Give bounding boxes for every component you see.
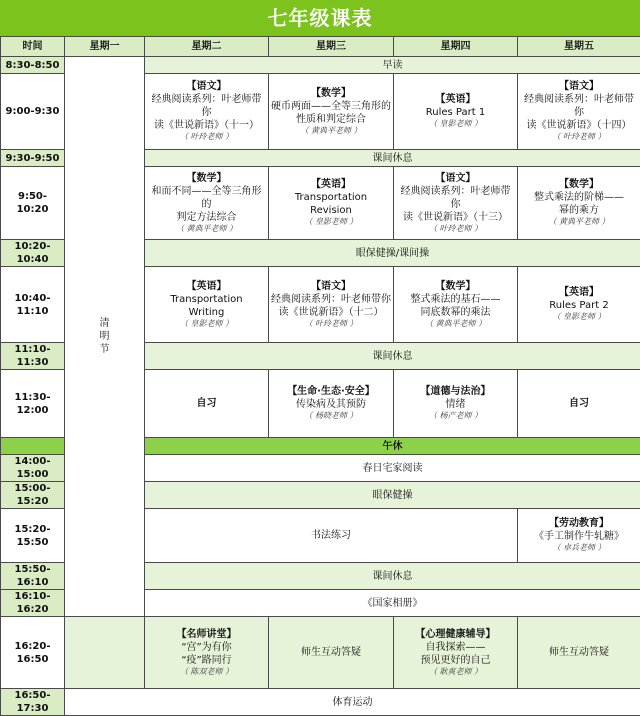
class-cell [145,74,269,150]
teacher-label: （ 皇影老师 ） [271,217,391,227]
header-friday: 星期五 [518,37,640,57]
subject-label: 【数学】 [396,280,515,293]
class-topic: 预见更好的自己 [396,654,515,667]
class-cell [394,167,518,240]
subject-label: 【数学】 [520,178,638,191]
teacher-label: （ 耿爽老师 ） [396,667,515,677]
class-cell [145,267,269,343]
time-cell: 10:20-10:40 [1,240,65,267]
time-cell: 8:30-8:50 [1,57,65,74]
teacher-label: （ 皇影老师 ） [147,319,266,329]
teacher-label: （ 黄典平老师 ） [520,217,638,227]
table-row [1,689,640,716]
subject-label: 【英语】 [396,93,515,106]
teacher-label: （ 卓兵老师 ） [520,543,638,553]
time-cell: 15:20-15:50 [1,509,65,563]
class-cell [269,370,394,438]
class-topic: Rules Part 1 [396,106,515,119]
teacher-label: （ 叶玲老师 ） [520,132,638,142]
time-cell: 11:30-12:00 [1,370,65,438]
subject-label: 【英语】 [147,280,266,293]
monday-holiday-cell [65,57,145,617]
header-thursday: 星期四 [394,37,518,57]
subject-label: 【数学】 [147,172,266,185]
class-topic: “宫”为有你 [147,641,266,654]
teacher-label: （ 黄典平老师 ） [147,224,266,234]
subject-label: 【语文】 [271,280,391,293]
teacher-label: （ 皇影老师 ） [396,119,515,129]
class-topic: “疫”路同行 [147,654,266,667]
teacher-label: （ 皇影老师 ） [520,312,638,322]
header-tuesday: 星期二 [145,37,269,57]
page-title: 七年级课表 [0,0,640,36]
band-cell: 早读 [145,57,640,74]
class-cell [394,267,518,343]
class-cell [269,267,394,343]
class-cell [394,370,518,438]
header-time: 时间 [1,37,65,57]
class-topic: 整式乘法的阶梯—— [520,191,638,204]
class-topic: 读《世说新语》（十四） [520,119,638,132]
header-wednesday: 星期三 [269,37,394,57]
subject-label: 【道德与法治】 [396,385,515,398]
teacher-label: （ 杨产老师 ） [396,411,515,421]
time-cell: 15:00-15:20 [1,482,65,509]
class-topic: 情绪 [396,398,515,411]
subject-label: 【生命·生态·安全】 [271,385,391,398]
teacher-label: （ 杨晓老师 ） [271,411,391,421]
teacher-label: （ 叶玲老师 ） [271,319,391,329]
class-cell: 自习 [518,370,640,438]
class-topic: 读《世说新语》（十二） [271,306,391,319]
table-row [1,57,640,74]
subject-label: 【数学】 [271,87,391,100]
class-topic: 判定方法综合 [147,211,266,224]
teacher-label: （ 陈双老师 ） [147,667,266,677]
subject-label: 【名师讲堂】 [147,628,266,641]
class-topic: 整式乘法的基石—— [396,293,515,306]
band-cell: 课间休息 [145,150,640,167]
subject-label: 【语文】 [520,80,638,93]
class-cell: 师生互动答疑 [269,617,394,689]
class-cell [65,617,145,689]
class-topic: Transportation [147,293,266,306]
time-cell: 15:50-16:10 [1,563,65,590]
band-cell: 课间休息 [145,563,640,590]
class-topic: 性质和判定综合 [271,113,391,126]
class-cell: 师生互动答疑 [518,617,640,689]
holiday-char: 明 [67,330,142,343]
time-cell: 11:10-11:30 [1,343,65,370]
schedule-table [0,36,640,716]
time-cell: 9:30-9:50 [1,150,65,167]
class-cell [145,617,269,689]
class-cell: 书法练习 [145,509,518,563]
class-cell [269,167,394,240]
band-cell: 《国家相册》 [145,590,640,617]
band-cell: 眼保健操 [145,482,640,509]
class-topic: 经典阅读系列：叶老师带你 [271,293,391,306]
subject-label: 【英语】 [271,178,391,191]
class-topic: 经典阅读系列：叶老师带你 [520,93,638,119]
class-topic: Revision [271,204,391,217]
header-monday: 星期一 [65,37,145,57]
holiday-char: 节 [67,343,142,356]
time-cell [1,438,65,455]
class-cell [269,74,394,150]
band-cell: 午休 [145,438,640,455]
class-topic: 同底数幂的乘法 [396,306,515,319]
class-topic: 传染病及其预防 [271,398,391,411]
time-cell: 16:50-17:30 [1,689,65,716]
table-row [1,617,640,689]
subject-label: 【语文】 [396,172,515,185]
class-topic: 《手工制作牛轧糖》 [520,530,638,543]
teacher-label: （ 叶玲老师 ） [396,224,515,234]
time-cell: 10:40-11:10 [1,267,65,343]
class-topic: 读《世说新语》（十三） [396,211,515,224]
teacher-label: （ 叶玲老师 ） [147,132,266,142]
class-topic: 和而不同——全等三角形的 [147,185,266,211]
class-topic: Rules Part 2 [520,299,638,312]
class-topic: Writing [147,306,266,319]
class-cell [394,617,518,689]
class-cell: 自习 [145,370,269,438]
time-cell: 16:10-16:20 [1,590,65,617]
band-cell: 眼保健操/课间操 [145,240,640,267]
time-cell: 16:20-16:50 [1,617,65,689]
class-cell [394,74,518,150]
band-cell: 课间休息 [145,343,640,370]
time-cell: 14:00-15:00 [1,455,65,482]
class-topic: Transportation [271,191,391,204]
class-cell [518,267,640,343]
teacher-label: （ 黄典平老师 ） [396,319,515,329]
class-topic: 幂的乘方 [520,204,638,217]
subject-label: 【英语】 [520,286,638,299]
class-cell [145,167,269,240]
class-cell [518,509,640,563]
class-topic: 经典阅读系列：叶老师带你 [396,185,515,211]
class-topic: 经典阅读系列：叶老师带你 [147,93,266,119]
class-cell [518,74,640,150]
subject-label: 【劳动教育】 [520,517,638,530]
band-cell: 春日宅家阅读 [145,455,640,482]
class-topic: 自我探索—— [396,641,515,654]
time-cell: 9:50-10:20 [1,167,65,240]
class-topic: 读《世说新语》（十一） [147,119,266,132]
holiday-char: 清 [67,317,142,330]
teacher-label: （ 黄典平老师 ） [271,126,391,136]
class-cell [518,167,640,240]
subject-label: 【语文】 [147,80,266,93]
band-cell: 体育运动 [65,689,640,716]
subject-label: 【心理健康辅导】 [396,628,515,641]
class-topic: 硬币两面——全等三角形的 [271,100,391,113]
header-row [1,37,640,57]
time-cell: 9:00-9:30 [1,74,65,150]
